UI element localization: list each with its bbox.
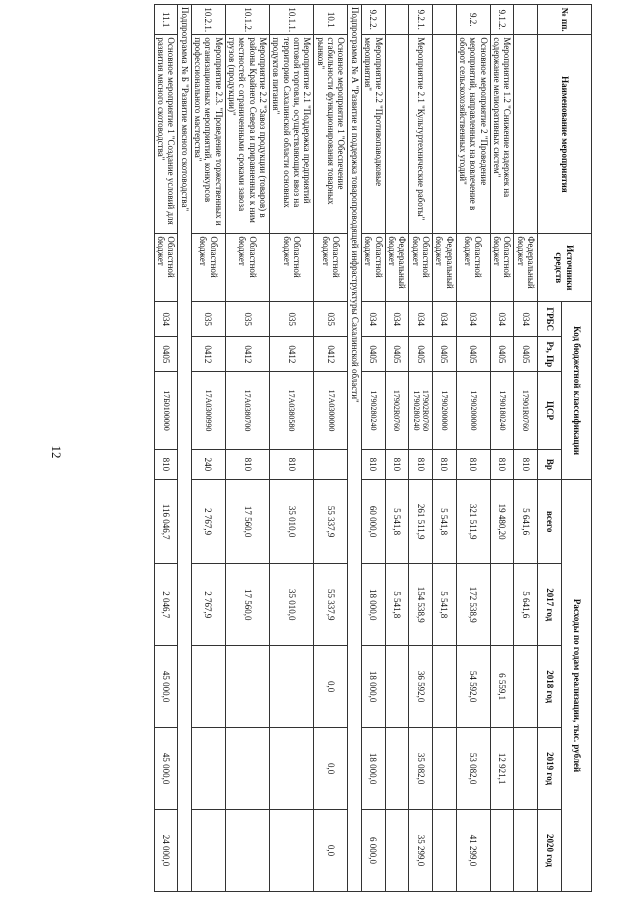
cell-src: Федеральный бюджет	[432, 234, 456, 302]
cell-y2020: 41 299,0	[456, 810, 490, 892]
cell-vr: 810	[270, 449, 314, 479]
cell-y2019	[514, 728, 538, 810]
cell-csr: 17A0380700	[225, 372, 269, 449]
cell-csr: 17901R0760	[514, 372, 538, 449]
header-source: Источники средств	[538, 234, 592, 302]
cell-rz: 0412	[314, 337, 348, 372]
cell-num: 10.1.2.	[225, 5, 269, 35]
cell-num: 11.1	[154, 5, 178, 35]
table-row	[409, 5, 433, 892]
cell-y2018: 45 000,0	[154, 646, 178, 728]
cell-num: 10.1	[314, 5, 348, 35]
section-row	[178, 5, 191, 892]
cell-rz: 0405	[154, 337, 178, 372]
header-code-group: Код бюджетной классификации	[562, 302, 592, 480]
cell-y2020: 35 299,0	[409, 810, 433, 892]
cell-name	[432, 35, 456, 234]
cell-y2019: 45 000,0	[154, 728, 178, 810]
table-row	[490, 5, 514, 892]
cell-src: Федеральный бюджет	[514, 234, 538, 302]
cell-rz: 0412	[225, 337, 269, 372]
cell-rz: 0405	[385, 337, 409, 372]
cell-vr: 810	[225, 449, 269, 479]
cell-grbs: 035	[191, 302, 225, 337]
cell-grbs: 034	[432, 302, 456, 337]
cell-num: 9.2.	[456, 5, 490, 35]
cell-y2020	[514, 810, 538, 892]
cell-y2017: 35 010,0	[270, 564, 314, 646]
table-row	[385, 5, 409, 892]
header-csr: ЦСР	[538, 372, 562, 449]
cell-src: Областной бюджет	[314, 234, 348, 302]
cell-vr: 810	[456, 449, 490, 479]
cell-y2017: 5 541,8	[432, 564, 456, 646]
header-2018: 2018 год	[538, 646, 562, 728]
header-name: Наименование мероприятия	[538, 35, 592, 234]
cell-src: Областной бюджет	[456, 234, 490, 302]
cell-num: 9.2.2.	[361, 5, 385, 35]
cell-name: Мероприятие 2.3. "Проведение торжественных и организационных мероприятий, конкурсов профессионального мастерства"	[191, 35, 225, 234]
cell-vr: 810	[361, 449, 385, 479]
cell-total: 19 480,20	[490, 480, 514, 564]
cell-grbs: 035	[270, 302, 314, 337]
cell-y2018	[270, 646, 314, 728]
cell-y2019: 12 921,1	[490, 728, 514, 810]
cell-grbs: 034	[514, 302, 538, 337]
cell-rz: 0405	[514, 337, 538, 372]
cell-total: 17 560,0	[225, 480, 269, 564]
cell-csr: 17902R0760 1790280240	[409, 372, 433, 449]
cell-y2018: 0,0	[314, 646, 348, 728]
cell-name: Мероприятие 2.1 "Культуртехнические работы"	[409, 35, 433, 234]
table-body	[154, 5, 537, 892]
cell-total: 321 511,9	[456, 480, 490, 564]
cell-y2020	[432, 810, 456, 892]
table-row	[432, 5, 456, 892]
header-rz-pr: Рз, Пр	[538, 337, 562, 372]
cell-csr: 17902R0760	[385, 372, 409, 449]
cell-name: Мероприятие 2.2 "Противопаводковые мероприятия"	[361, 35, 385, 234]
table-row	[456, 5, 490, 892]
cell-total: 35 010,0	[270, 480, 314, 564]
section-title: Подпрограмма № А "Развитие и поддержка товаропроводящей инфраструктуры Сахалинской области"	[348, 5, 361, 892]
cell-grbs: 035	[314, 302, 348, 337]
cell-num	[432, 5, 456, 35]
table-row	[225, 5, 269, 892]
cell-y2018: 18 000,0	[361, 646, 385, 728]
cell-num: 10.1.1.	[270, 5, 314, 35]
cell-csr: 1790200000	[456, 372, 490, 449]
cell-name: Основное мероприятие 1 "Создание условий для развития мясного скотоводства"	[154, 35, 178, 234]
cell-csr: 1790200000	[432, 372, 456, 449]
cell-csr: 17A0300990	[191, 372, 225, 449]
cell-y2018	[514, 646, 538, 728]
cell-grbs: 034	[456, 302, 490, 337]
cell-y2017: 55 337,9	[314, 564, 348, 646]
cell-src: Областной бюджет	[270, 234, 314, 302]
cell-y2020: 24 000,0	[154, 810, 178, 892]
cell-y2019	[432, 728, 456, 810]
cell-grbs: 035	[225, 302, 269, 337]
cell-total: 5 641,6	[514, 480, 538, 564]
cell-y2019	[270, 728, 314, 810]
cell-y2018: 54 592,0	[456, 646, 490, 728]
cell-src: Областной бюджет	[191, 234, 225, 302]
cell-src: Областной бюджет	[154, 234, 178, 302]
cell-vr: 810	[385, 449, 409, 479]
cell-y2017: 172 538,9	[456, 564, 490, 646]
cell-num: 9.1.2.	[490, 5, 514, 35]
cell-vr: 810	[490, 449, 514, 479]
header-2017: 2017 год	[538, 564, 562, 646]
cell-y2019	[385, 728, 409, 810]
cell-total: 5 541,8	[432, 480, 456, 564]
header-grbs: ГРБС	[538, 302, 562, 337]
cell-grbs: 034	[154, 302, 178, 337]
cell-csr: 17Б0100000	[154, 372, 178, 449]
cell-y2020	[225, 810, 269, 892]
cell-rz: 0405	[361, 337, 385, 372]
cell-vr: 240	[191, 449, 225, 479]
cell-csr: 1790180240	[490, 372, 514, 449]
cell-y2017	[490, 564, 514, 646]
cell-total: 5 541,8	[385, 480, 409, 564]
cell-rz: 0405	[490, 337, 514, 372]
cell-src: Областной бюджет	[490, 234, 514, 302]
header-vr: Вр	[538, 449, 562, 479]
budget-table	[154, 4, 592, 892]
cell-grbs: 034	[385, 302, 409, 337]
section-row	[348, 5, 361, 892]
cell-name: Основное мероприятие 1 "Обеспечение стабильности функционирования товарных рынков"	[314, 35, 348, 234]
page-number: 12	[49, 445, 64, 459]
cell-y2020	[385, 810, 409, 892]
table-row	[154, 5, 178, 892]
cell-rz: 0405	[432, 337, 456, 372]
cell-y2017: 2 767,9	[191, 564, 225, 646]
cell-rz: 0405	[409, 337, 433, 372]
rotated-budget-table	[106, 4, 592, 892]
cell-total: 60 000,0	[361, 480, 385, 564]
cell-y2018	[385, 646, 409, 728]
cell-name: Основное мероприятие 2 "Проведение мероприятий, направленных на вовлечение в оборот сельскохозяйственных угодий"	[456, 35, 490, 234]
cell-vr: 810	[514, 449, 538, 479]
cell-y2019: 35 082,0	[409, 728, 433, 810]
cell-num: 10.2.1.	[191, 5, 225, 35]
cell-src: Федеральный бюджет	[385, 234, 409, 302]
cell-y2017: 17 560,0	[225, 564, 269, 646]
table-row	[361, 5, 385, 892]
cell-total: 116 046,7	[154, 480, 178, 564]
cell-y2018	[191, 646, 225, 728]
cell-name: Мероприятие 1.2 "Снижение издержек на содержание мелиоративных систем"	[490, 35, 514, 234]
header-num: № пп.	[538, 5, 592, 35]
header-expense-group: Расходы по годам реализации, тыс. рублей	[562, 480, 592, 892]
cell-name: Мероприятие 2.1 "Поддержка предприятий оптовой торговли, осуществляющих ввоз на территорию Сахалинской области основных продуктов питания"	[270, 35, 314, 234]
cell-num	[514, 5, 538, 35]
cell-total: 2 767,9	[191, 480, 225, 564]
cell-y2017: 18 000,0	[361, 564, 385, 646]
table-row	[270, 5, 314, 892]
cell-y2017: 2 046,7	[154, 564, 178, 646]
cell-name	[385, 35, 409, 234]
cell-y2020	[191, 810, 225, 892]
cell-src: Областной бюджет	[361, 234, 385, 302]
cell-y2019: 53 082,0	[456, 728, 490, 810]
cell-y2019	[225, 728, 269, 810]
table-row	[314, 5, 348, 892]
cell-num	[385, 5, 409, 35]
cell-vr: 810	[409, 449, 433, 479]
cell-csr: 17A0380580	[270, 372, 314, 449]
cell-y2019: 18 000,0	[361, 728, 385, 810]
cell-vr	[314, 449, 348, 479]
cell-grbs: 034	[361, 302, 385, 337]
cell-rz: 0405	[456, 337, 490, 372]
cell-rz: 0412	[270, 337, 314, 372]
cell-y2020: 6 000,0	[361, 810, 385, 892]
cell-src: Областной бюджет	[409, 234, 433, 302]
cell-num: 9.2.1.	[409, 5, 433, 35]
cell-vr: 810	[154, 449, 178, 479]
cell-y2020	[270, 810, 314, 892]
cell-y2018	[432, 646, 456, 728]
cell-src: Областной бюджет	[225, 234, 269, 302]
cell-y2018: 36 592,0	[409, 646, 433, 728]
cell-csr: 1790280240	[361, 372, 385, 449]
cell-y2018: 6 559,1	[490, 646, 514, 728]
cell-total: 55 337,9	[314, 480, 348, 564]
section-title: Подпрограмма № Б "Развитие мясного скотоводства"	[178, 5, 191, 892]
table-row	[191, 5, 225, 892]
table-row	[514, 5, 538, 892]
cell-vr: 810	[432, 449, 456, 479]
cell-y2019	[191, 728, 225, 810]
cell-name	[514, 35, 538, 234]
cell-y2020: 0,0	[314, 810, 348, 892]
header-total: всего	[538, 480, 562, 564]
cell-y2017: 5 641,6	[514, 564, 538, 646]
cell-y2018	[225, 646, 269, 728]
cell-rz: 0412	[191, 337, 225, 372]
cell-y2020	[490, 810, 514, 892]
cell-total: 261 511,9	[409, 480, 433, 564]
cell-y2019: 0,0	[314, 728, 348, 810]
header-2020: 2020 год	[538, 810, 562, 892]
cell-y2017: 5 541,8	[385, 564, 409, 646]
cell-csr: 17A0300000	[314, 372, 348, 449]
cell-name: Мероприятие 2.2 "Завоз продукции (товаров) в районы Крайнего Севера и приравненных к ним местностей с ограниченными сроками завоза грузов (продукции)"	[225, 35, 269, 234]
cell-grbs: 034	[490, 302, 514, 337]
header-2019: 2019 год	[538, 728, 562, 810]
cell-grbs: 034	[409, 302, 433, 337]
cell-y2017: 154 538,9	[409, 564, 433, 646]
